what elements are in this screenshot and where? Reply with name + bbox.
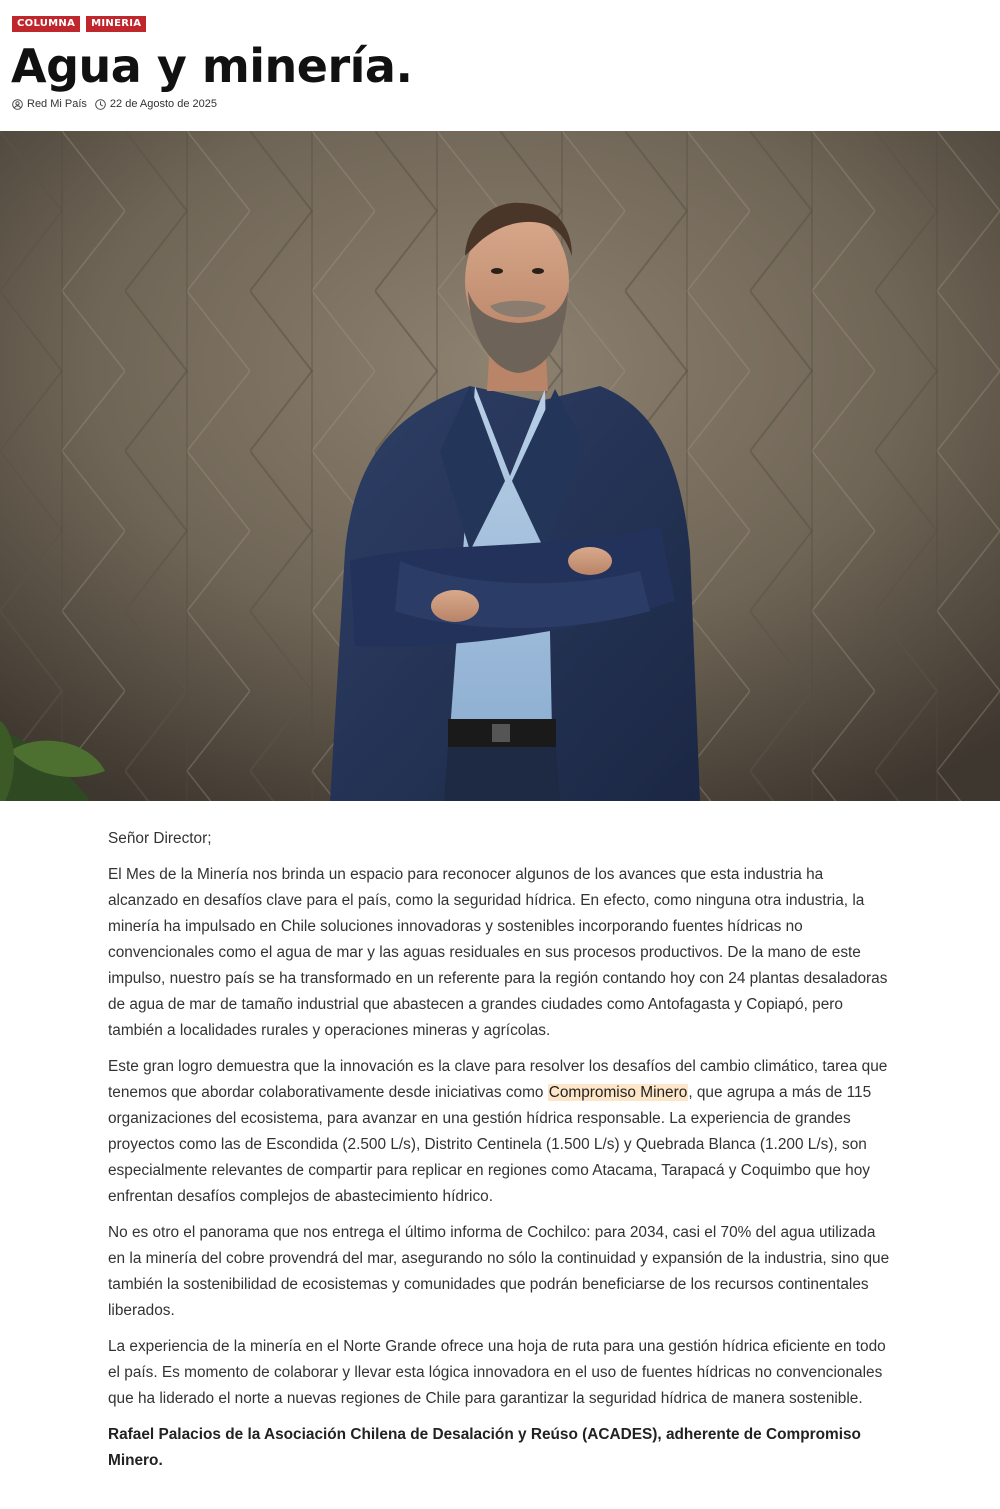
hero-photo: [0, 131, 1000, 801]
article-meta: [12, 98, 225, 110]
author-meta[interactable]: [12, 98, 87, 110]
p2-text-after: , que agrupa a más de 115 organizaciones del ecosistema, para avanzar en una gestión hídrica responsable. La experiencia de grandes proyectos como las de Escondida (2.500 L/s), Distrito Centinela (1.500 L/s) y Quebrada Blanca (1.200 L/s), son especialmente relevantes de compartir para replicar en regiones como Atacama, Tarapacá y Coquimbo que hoy enfrentan desafíos complejos de abastecimiento hídrico.: [108, 1084, 872, 1205]
publish-date: 22 de Agosto de 2025: [109, 98, 217, 110]
compromiso-minero-link[interactable]: Compromiso Minero: [548, 1084, 688, 1101]
user-circle-icon: [12, 99, 23, 110]
tag-columna[interactable]: COLUMNA: [12, 16, 80, 32]
article-paragraph-3: No es otro el panorama que nos entrega el último informa de Cochilco: para 2034, casi el 70% del agua utilizada en la minería del cobre provendrá del mar, asegurando no sólo la continuidad y expansión de la industria, sino que también la sostenibilidad de ecosistemas y comunidades que podrán beneficiarse de los recursos continentales liberados.: [108, 1224, 890, 1319]
article-paragraph-2: [108, 1054, 890, 1210]
tag-mineria[interactable]: MINERIA: [86, 16, 146, 32]
article-paragraph-1: El Mes de la Minería nos brinda un espacio para reconocer algunos de los avances que esta industria ha alcanzado en desafíos clave para el país, como la seguridad hídrica. En efecto, como ninguna otra industria, la minería ha impulsado en Chile soluciones innovadoras y sostenibles incorporando fuentes hídricas no convencionales como el agua de mar y las aguas residuales en sus procesos productivos. De la mano de este impulso, nuestro país se ha transformado en un referente para la región contando hoy con 24 plantas desaladoras de agua de mar de tamaño industrial que abastecen a grandes ciudades como Antofagasta y Copiapó, pero también a localidades rurales y operaciones mineras y agrícolas.: [108, 866, 888, 1039]
article-title: Agua y minería.: [11, 39, 413, 93]
article-paragraph-4: La experiencia de la minería en el Norte Grande ofrece una hoja de ruta para una gestión hídrica eficiente en todo el país. Es momento de colaborar y llevar esta lógica innovadora en el uso de fuentes hídricas no convencionales que ha liderado el norte a nuevas regiones de Chile para garantizar la seguridad hídrica de manera sostenible.: [108, 1338, 886, 1407]
article-signature: Rafael Palacios de la Asociación Chilena de Desalación y Reúso (ACADES), adherente de Compromiso Minero.: [108, 1426, 861, 1469]
article-body: [108, 826, 890, 1484]
category-tags: [12, 16, 146, 32]
author-name[interactable]: Red Mi País: [27, 98, 87, 110]
date-meta: [95, 98, 217, 110]
clock-icon: [95, 99, 106, 110]
article-greeting: Señor Director;: [108, 830, 212, 847]
p2-text-before: Este gran logro demuestra que la innovación es la clave para resolver los desafíos del cambio climático, tarea que tenemos que abordar colaborativamente desde iniciativas como: [108, 1058, 888, 1101]
